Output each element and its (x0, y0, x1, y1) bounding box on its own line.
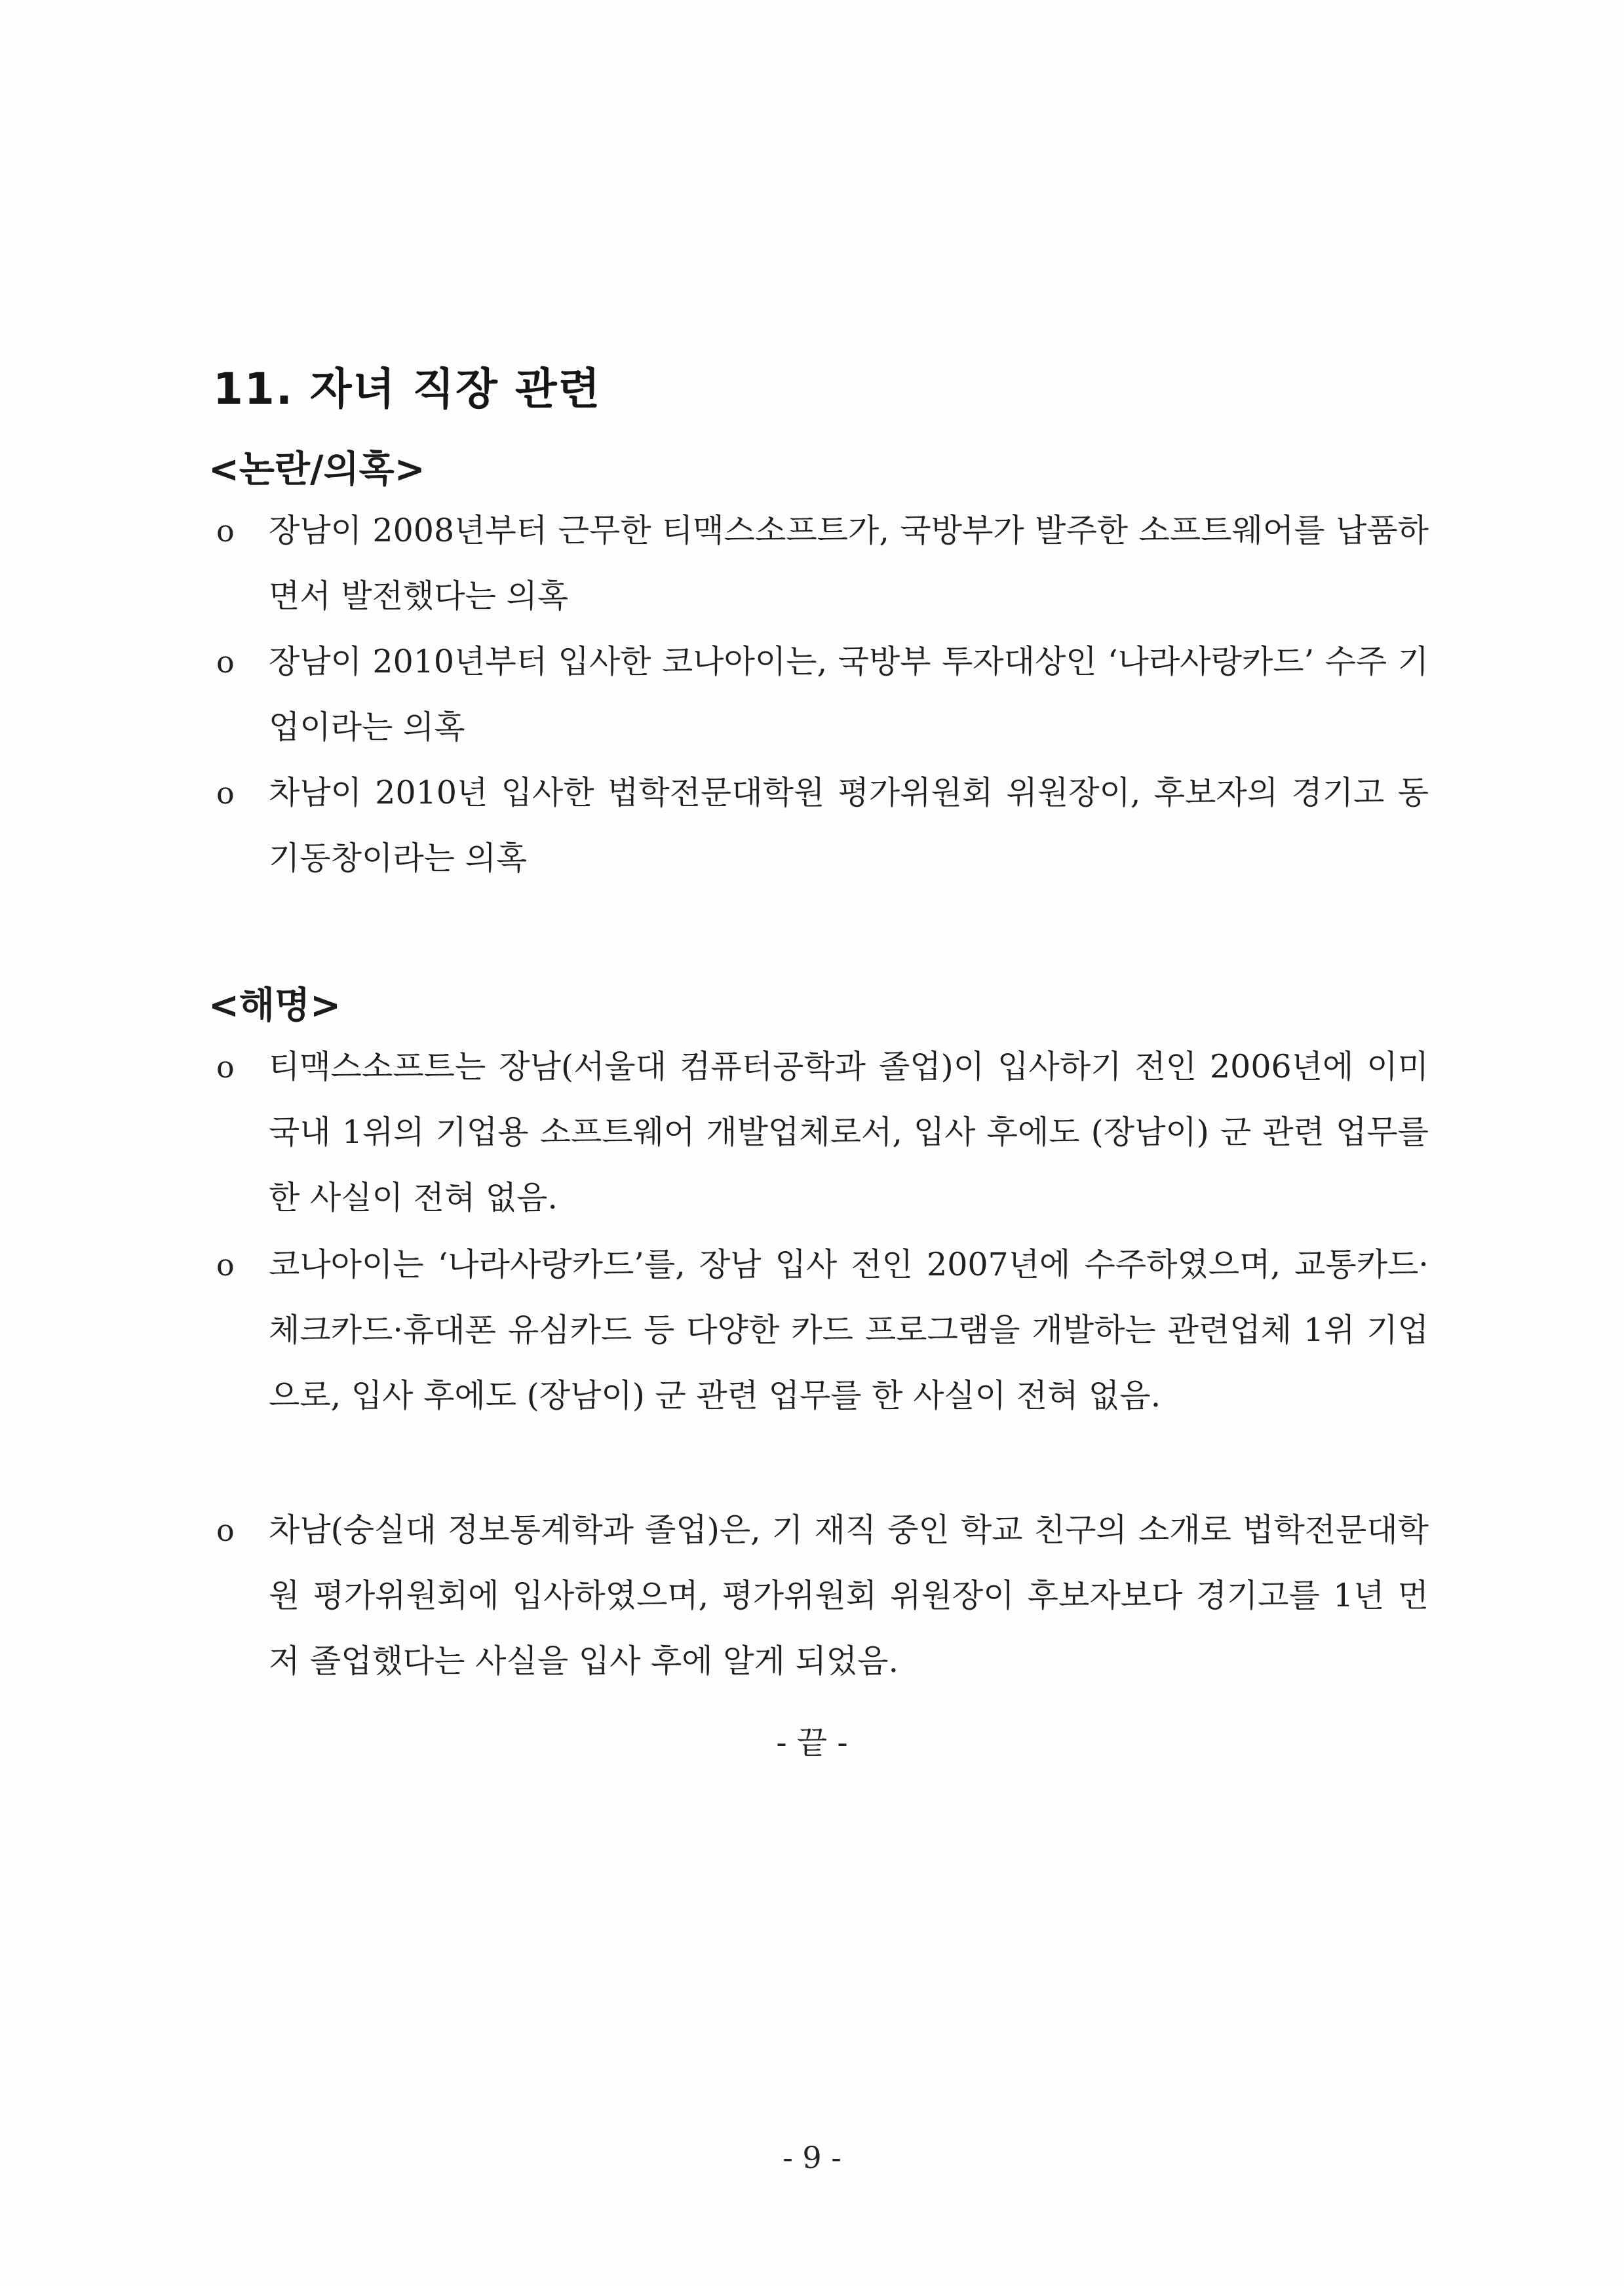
issues-heading: <논란/의혹> (208, 448, 425, 491)
bullet-circle-icon: o (216, 1513, 235, 1548)
explanation-heading: <해명> (208, 984, 341, 1027)
bullet-circle-icon: o (216, 644, 235, 680)
issue-text: 장남이 2010년부터 입사한 코나아이는, 국방부 투자대상인 ‘나라사랑카드’ 수주 기업이라는 의혹 (269, 643, 1429, 746)
explanation-text: 코나아이는 ‘나라사랑카드’를, 장남 입사 전인 2007년에 수주하였으며, 교통카드·체크카드·휴대폰 유심카드 등 다양한 카드 프로그램을 개발하는 관련업체 1위 기업으로, 입사 후에도 (장남이) 군 관련 업무를 한 사실이 전혀 없음. (269, 1246, 1429, 1414)
section-title: 11. 자녀 직장 관련 (213, 364, 602, 414)
explanation-text: 티맥스소프트는 장남(서울대 컴퓨터공학과 졸업)이 입사하기 전인 2006년에 이미 국내 1위의 기업용 소프트웨어 개발업체로서, 입사 후에도 (장남이) 군 관련 업무를 한 사실이 전혀 없음. (269, 1048, 1429, 1216)
page-number: - 9 - (783, 2140, 841, 2175)
issue-text: 장남이 2008년부터 근무한 티맥스소프트가, 국방부가 발주한 소프트웨어를 납품하면서 발전했다는 의혹 (269, 512, 1429, 615)
bullet-circle-icon: o (216, 1247, 235, 1283)
bullet-circle-icon: o (216, 513, 235, 549)
closing-mark: - 끝 - (776, 1724, 848, 1761)
bullet-circle-icon: o (216, 775, 235, 811)
bullet-circle-icon: o (216, 1049, 235, 1085)
explanation-text: 차남(숭실대 정보통계학과 졸업)은, 기 재직 중인 학교 친구의 소개로 법학전문대학원 평가위원회에 입사하였으며, 평가위원회 위원장이 후보자보다 경기고를 1년 먼저 졸업했다는 사실을 입사 후에 알게 되었음. (269, 1511, 1429, 1680)
issue-text: 차남이 2010년 입사한 법학전문대학원 평가위원회 위원장이, 후보자의 경기고 동기동창이라는 의혹 (269, 774, 1429, 877)
